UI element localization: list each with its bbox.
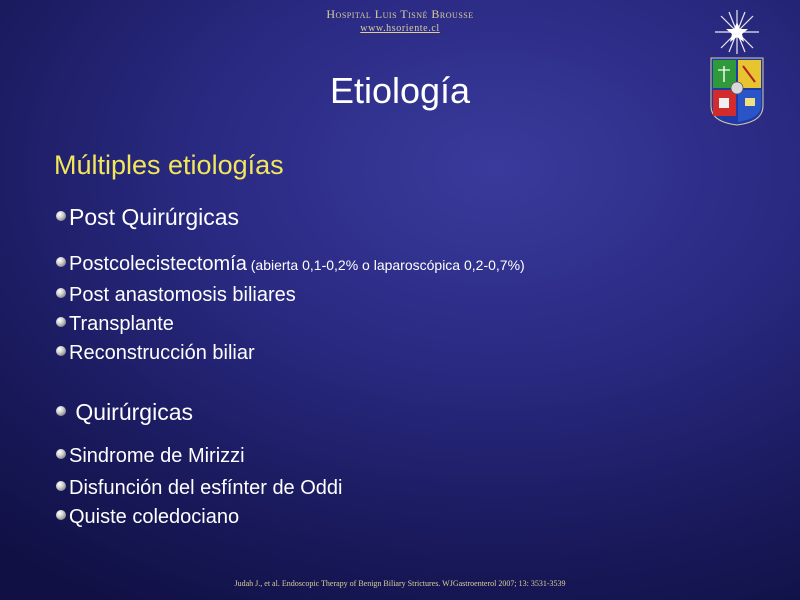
list-item: [56, 477, 343, 500]
hospital-website-link[interactable]: www.hsoriente.cl: [360, 23, 440, 34]
bullet-icon: [56, 481, 66, 491]
list-item-text: Sindrome de Mirizzi: [69, 445, 245, 467]
list-item-text: Quirúrgicas: [69, 399, 193, 425]
list-item: [56, 253, 525, 276]
hospital-name: Hospital Luis Tisné Brousse: [326, 7, 474, 21]
bullet-icon: [56, 406, 66, 416]
bullet-icon: [56, 211, 66, 221]
list-item-note: (abierta 0,1-0,2% o laparoscópica 0,2-0,7%): [246, 257, 525, 273]
list-item-text: Quiste coledociano: [69, 506, 240, 528]
list-item: [56, 284, 296, 307]
list-item-text: Postcolecistectomía: [69, 253, 247, 275]
slide-title: Etiología: [329, 70, 471, 111]
bullet-icon: [56, 257, 66, 267]
list-item: [56, 204, 239, 231]
bullet-icon: [56, 449, 66, 459]
list-item-text: Reconstrucción biliar: [69, 342, 255, 364]
list-item-text: Post Quirúrgicas: [69, 204, 240, 230]
list-item: [56, 342, 255, 365]
bullet-icon: [56, 288, 66, 298]
slide-subtitle: Múltiples etiologías: [54, 150, 284, 180]
list-item: [56, 445, 245, 468]
bullet-icon: [56, 346, 66, 356]
list-item-text: Transplante: [69, 313, 174, 335]
bullet-icon: [56, 510, 66, 520]
bullet-icon: [56, 317, 66, 327]
list-item-text: Post anastomosis biliares: [69, 284, 296, 306]
citation-footer: Judah J., et al. Endoscopic Therapy of Benign Biliary Strictures. WJGastroenterol 2007; 13: 3531-3539: [234, 579, 566, 588]
list-item: [56, 399, 193, 426]
list-item: [56, 313, 174, 336]
slide-header: [0, 7, 800, 34]
list-item-text: Disfunción del esfínter de Oddi: [69, 477, 343, 499]
list-item: [56, 506, 239, 529]
